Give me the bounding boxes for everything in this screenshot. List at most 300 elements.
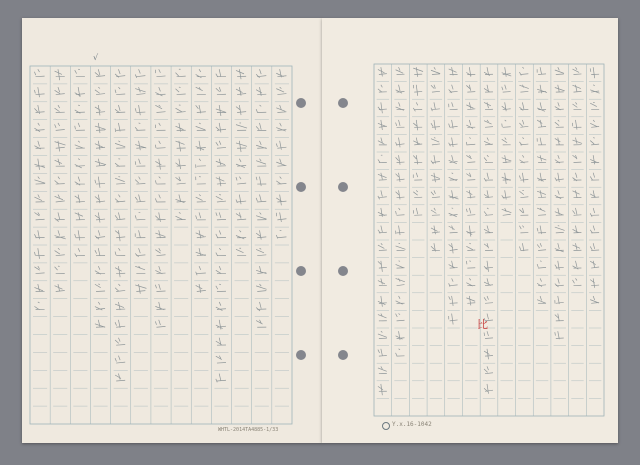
handwritten-character xyxy=(537,278,546,286)
handwritten-character xyxy=(176,159,186,169)
handwritten-character xyxy=(537,120,546,127)
handwritten-character xyxy=(75,195,85,203)
handwritten-character xyxy=(216,338,226,345)
handwritten-character xyxy=(176,69,186,76)
handwritten-character xyxy=(466,85,475,92)
handwritten-character xyxy=(95,320,105,327)
handwritten-character xyxy=(75,177,85,186)
handwritten-character xyxy=(413,173,422,180)
handwritten-character xyxy=(115,356,125,363)
handwritten-character xyxy=(396,208,405,215)
handwritten-character xyxy=(256,69,266,77)
handwritten-character xyxy=(555,296,564,304)
handwritten-character xyxy=(590,102,599,109)
handwritten-character xyxy=(55,141,66,152)
handwritten-character xyxy=(466,120,475,129)
handwritten-character xyxy=(276,195,286,206)
handwritten-character xyxy=(502,120,511,127)
handwritten-character xyxy=(413,138,422,145)
handwritten-character xyxy=(519,67,528,75)
handwritten-character xyxy=(176,105,186,112)
handwritten-character xyxy=(75,212,85,219)
handwritten-character xyxy=(135,230,145,237)
handwritten-character xyxy=(378,243,387,250)
handwritten-character xyxy=(216,87,226,94)
handwritten-character xyxy=(95,123,106,133)
handwritten-character xyxy=(34,212,44,219)
handwritten-character xyxy=(34,123,44,132)
handwritten-character xyxy=(573,261,582,269)
handwritten-character xyxy=(396,261,405,268)
handwritten-character xyxy=(502,190,511,199)
handwritten-character xyxy=(466,278,475,286)
handwritten-character xyxy=(378,138,387,145)
handwritten-character xyxy=(573,173,582,181)
handwritten-character xyxy=(573,278,582,285)
handwritten-character xyxy=(115,177,125,184)
handwritten-character xyxy=(537,102,546,111)
handwritten-character xyxy=(155,159,165,170)
handwritten-character xyxy=(573,102,582,109)
handwritten-character xyxy=(431,67,440,74)
handwritten-character xyxy=(55,87,65,94)
handwritten-character xyxy=(484,155,493,162)
handwritten-character xyxy=(449,138,458,147)
handwritten-character xyxy=(135,212,145,219)
handwritten-character xyxy=(590,85,599,93)
handwritten-character xyxy=(431,173,440,182)
handwritten-character xyxy=(135,248,145,257)
handwritten-character xyxy=(256,320,266,327)
handwritten-character xyxy=(155,123,165,130)
handwritten-character xyxy=(34,284,44,291)
handwritten-character xyxy=(236,195,246,205)
handwritten-character xyxy=(55,177,65,184)
handwritten-character xyxy=(256,195,266,202)
handwritten-character xyxy=(155,195,165,202)
handwritten-character xyxy=(95,87,105,94)
handwritten-character xyxy=(555,226,565,233)
handwritten-character xyxy=(484,190,493,197)
handwritten-character xyxy=(449,261,458,268)
handwritten-character xyxy=(590,138,599,145)
handwritten-character xyxy=(256,230,266,239)
handwritten-character xyxy=(449,102,458,109)
handwritten-character xyxy=(256,248,266,255)
handwritten-character xyxy=(466,155,475,162)
handwritten-character xyxy=(519,208,528,215)
handwritten-character xyxy=(236,105,246,115)
handwritten-character xyxy=(466,243,475,250)
handwritten-character xyxy=(555,331,564,339)
handwritten-character xyxy=(276,141,286,150)
handwritten-character xyxy=(537,138,546,145)
handwritten-character xyxy=(449,155,458,163)
handwritten-character xyxy=(115,69,125,77)
handwritten-character xyxy=(75,230,85,240)
handwritten-character xyxy=(176,212,186,219)
handwritten-character xyxy=(216,212,226,219)
handwritten-character xyxy=(449,190,459,199)
handwritten-character xyxy=(256,159,266,166)
handwritten-character xyxy=(573,190,582,197)
handwritten-character xyxy=(135,87,145,94)
handwritten-character xyxy=(573,120,582,130)
handwritten-character xyxy=(34,105,44,114)
handwritten-character xyxy=(276,177,286,185)
handwritten-character xyxy=(449,243,458,253)
handwritten-character xyxy=(155,266,165,274)
handwritten-character xyxy=(155,141,165,148)
handwritten-character xyxy=(413,208,422,215)
handwritten-character xyxy=(115,212,125,219)
handwritten-character xyxy=(196,141,206,151)
handwritten-character xyxy=(555,208,564,215)
handwritten-character xyxy=(519,155,528,163)
handwritten-character xyxy=(95,159,106,166)
binding-hole xyxy=(338,182,348,192)
handwritten-character xyxy=(378,314,387,321)
handwritten-character xyxy=(135,69,145,78)
handwritten-character xyxy=(95,141,105,150)
handwritten-character xyxy=(555,102,564,110)
handwritten-character xyxy=(431,120,440,130)
handwritten-character xyxy=(378,208,387,217)
handwritten-character xyxy=(484,349,493,360)
handwritten-character xyxy=(196,87,206,94)
handwritten-character xyxy=(216,105,226,116)
handwritten-character xyxy=(196,69,206,78)
handwritten-character xyxy=(236,123,247,130)
handwritten-character xyxy=(537,85,547,94)
handwritten-character xyxy=(484,296,493,303)
footer-mark: Y.x.16-1042 xyxy=(392,421,432,428)
handwritten-character xyxy=(256,87,266,96)
handwritten-character xyxy=(449,85,458,93)
handwritten-character xyxy=(378,349,387,356)
handwritten-character xyxy=(378,67,387,76)
handwritten-character xyxy=(396,243,406,250)
handwritten-character xyxy=(196,177,206,184)
handwritten-character xyxy=(537,261,546,268)
handwritten-character xyxy=(519,226,528,233)
handwritten-character xyxy=(256,105,266,112)
handwritten-character xyxy=(95,248,105,256)
handwritten-character xyxy=(155,248,165,255)
handwritten-character xyxy=(590,190,599,197)
handwritten-character xyxy=(176,177,186,184)
handwritten-character xyxy=(216,374,226,383)
handwritten-character xyxy=(466,190,475,198)
binding-hole xyxy=(338,98,348,108)
handwritten-character xyxy=(413,67,423,77)
handwritten-character xyxy=(378,331,387,338)
handwritten-character xyxy=(55,69,65,80)
handwritten-character xyxy=(573,243,582,250)
handwritten-character xyxy=(34,159,45,170)
handwritten-character xyxy=(236,248,246,255)
handwritten-character xyxy=(216,266,226,274)
handwritten-character xyxy=(216,230,226,237)
handwritten-character xyxy=(95,177,105,188)
handwritten-character xyxy=(537,226,546,235)
handwritten-character xyxy=(590,155,599,164)
handwritten-character xyxy=(196,105,206,113)
red-correction-mark: 比 xyxy=(477,318,488,331)
handwritten-character xyxy=(176,123,186,132)
handwritten-character xyxy=(276,159,286,166)
handwritten-character xyxy=(396,349,405,357)
handwritten-character xyxy=(396,138,405,148)
handwritten-character xyxy=(216,248,226,256)
handwritten-character xyxy=(466,173,475,180)
handwritten-character xyxy=(256,266,266,274)
handwritten-character xyxy=(95,195,105,204)
handwritten-character xyxy=(216,141,226,148)
handwritten-character xyxy=(115,105,125,113)
handwritten-character xyxy=(396,85,405,93)
handwritten-character xyxy=(95,105,105,115)
handwritten-character xyxy=(449,296,458,306)
handwritten-character xyxy=(519,173,528,183)
handwritten-character xyxy=(396,278,405,285)
handwritten-character xyxy=(155,320,165,327)
handwritten-character xyxy=(431,226,440,235)
handwritten-character xyxy=(502,67,512,77)
handwritten-character xyxy=(115,159,125,167)
handwritten-character xyxy=(216,284,226,291)
handwritten-character xyxy=(431,208,440,215)
handwritten-character xyxy=(34,87,44,97)
handwritten-character xyxy=(216,69,226,77)
handwritten-character xyxy=(135,284,146,294)
handwritten-character xyxy=(449,314,458,325)
handwritten-character xyxy=(484,173,493,182)
handwritten-character xyxy=(590,296,599,303)
handwritten-character xyxy=(590,120,599,127)
handwritten-character xyxy=(519,120,528,127)
handwritten-character xyxy=(115,248,125,255)
handwritten-character xyxy=(155,87,165,96)
margin-check-mark: √ xyxy=(93,53,99,62)
handwritten-character xyxy=(196,230,206,238)
handwritten-character xyxy=(115,87,125,94)
handwritten-character xyxy=(466,102,475,109)
handwritten-character xyxy=(34,141,44,149)
handwritten-character xyxy=(55,195,65,202)
handwritten-character xyxy=(378,278,387,285)
handwritten-character xyxy=(378,155,387,163)
handwritten-character xyxy=(135,159,145,166)
handwritten-character xyxy=(378,120,387,130)
handwritten-character xyxy=(502,173,511,184)
handwritten-character xyxy=(135,177,145,184)
handwritten-character xyxy=(449,226,458,233)
handwritten-character xyxy=(466,138,475,146)
handwritten-character xyxy=(590,208,599,217)
handwritten-character xyxy=(413,85,422,96)
handwritten-character xyxy=(573,208,582,215)
handwritten-character xyxy=(378,102,387,113)
handwritten-character xyxy=(396,314,405,321)
handwritten-character xyxy=(276,212,286,222)
handwritten-character xyxy=(555,261,564,270)
handwritten-character xyxy=(75,105,85,113)
handwritten-character xyxy=(413,155,422,164)
handwritten-character xyxy=(216,177,226,187)
handwritten-character xyxy=(555,120,564,127)
handwritten-character xyxy=(484,243,493,250)
handwritten-character xyxy=(449,120,458,129)
handwritten-character xyxy=(590,226,599,234)
handwritten-character xyxy=(115,195,125,203)
handwritten-character xyxy=(34,302,44,310)
handwritten-character xyxy=(378,190,387,199)
right-manuscript-grid xyxy=(322,18,618,443)
handwritten-character xyxy=(216,123,226,132)
handwritten-character xyxy=(396,331,405,340)
handwritten-character xyxy=(573,85,582,92)
handwritten-character xyxy=(236,159,246,168)
handwritten-character xyxy=(396,67,405,74)
handwritten-character xyxy=(573,226,582,234)
handwritten-character xyxy=(55,105,65,112)
handwritten-character xyxy=(216,356,226,363)
handwritten-character xyxy=(413,102,422,111)
handwritten-character xyxy=(396,296,405,304)
handwritten-character xyxy=(256,284,266,291)
handwritten-character xyxy=(155,105,165,112)
handwritten-character xyxy=(573,138,583,145)
handwritten-character xyxy=(555,138,564,145)
handwritten-character xyxy=(135,141,146,150)
handwritten-character xyxy=(196,212,206,219)
handwritten-character xyxy=(256,123,266,130)
handwritten-character xyxy=(413,120,422,130)
handwritten-character xyxy=(55,123,65,130)
handwritten-character xyxy=(176,87,186,94)
handwritten-character xyxy=(34,195,44,202)
handwritten-character xyxy=(256,302,266,311)
handwritten-character xyxy=(537,67,546,74)
handwritten-character xyxy=(115,123,125,132)
handwritten-character xyxy=(484,120,493,127)
handwritten-character xyxy=(55,212,65,221)
handwritten-character xyxy=(276,87,286,94)
handwritten-character xyxy=(378,173,387,180)
handwritten-character xyxy=(196,159,206,168)
handwritten-character xyxy=(216,195,226,202)
handwritten-character xyxy=(590,261,599,268)
handwritten-character xyxy=(555,278,564,287)
handwritten-character xyxy=(135,123,145,131)
handwritten-character xyxy=(155,177,165,184)
handwritten-character xyxy=(135,195,145,202)
handwritten-character xyxy=(519,243,528,251)
handwritten-character xyxy=(573,67,582,74)
handwritten-character xyxy=(236,141,247,152)
handwritten-character xyxy=(276,123,286,131)
handwritten-character xyxy=(276,105,286,112)
binding-hole xyxy=(338,350,348,360)
binding-hole xyxy=(338,266,348,276)
handwritten-character xyxy=(519,85,528,92)
handwritten-character xyxy=(555,173,564,182)
handwritten-character xyxy=(95,212,105,222)
handwritten-character xyxy=(378,296,387,307)
handwritten-character xyxy=(466,226,475,237)
handwritten-character xyxy=(449,208,458,217)
binding-hole xyxy=(296,182,306,192)
handwritten-character xyxy=(135,266,145,273)
handwritten-character xyxy=(236,177,246,184)
handwritten-character xyxy=(276,230,286,238)
handwritten-character xyxy=(236,212,246,219)
handwritten-character xyxy=(413,190,422,197)
handwritten-character xyxy=(34,230,44,239)
handwritten-character xyxy=(484,226,493,233)
handwritten-character xyxy=(396,173,405,182)
handwritten-character xyxy=(378,226,387,234)
handwritten-character xyxy=(466,208,475,215)
handwritten-character xyxy=(431,138,440,145)
handwritten-character xyxy=(75,159,85,168)
handwritten-character xyxy=(95,302,105,310)
handwritten-character xyxy=(176,141,186,152)
handwritten-character xyxy=(236,87,246,96)
binding-hole xyxy=(296,98,306,108)
handwritten-character xyxy=(537,155,546,162)
handwritten-character xyxy=(276,69,286,77)
handwritten-character xyxy=(75,123,85,130)
handwritten-character xyxy=(95,230,105,239)
handwritten-character xyxy=(115,320,125,328)
handwritten-character xyxy=(115,284,125,291)
handwritten-character xyxy=(537,208,546,215)
handwritten-character xyxy=(75,69,85,76)
handwritten-character xyxy=(502,102,511,111)
handwritten-character xyxy=(555,155,564,163)
handwritten-character xyxy=(537,190,546,197)
circle-icon xyxy=(382,422,390,430)
handwritten-character xyxy=(590,173,599,180)
handwritten-character xyxy=(155,302,165,310)
handwritten-character xyxy=(95,69,105,76)
handwritten-character xyxy=(590,67,599,78)
handwritten-character xyxy=(484,208,493,215)
handwritten-character xyxy=(555,314,564,322)
handwritten-character xyxy=(484,102,493,109)
handwritten-character xyxy=(555,243,564,252)
handwritten-character xyxy=(466,67,475,77)
handwritten-character xyxy=(115,141,125,148)
handwritten-character xyxy=(484,85,493,92)
handwritten-character xyxy=(55,230,66,239)
handwritten-character xyxy=(196,123,206,130)
handwritten-character xyxy=(55,266,65,273)
handwritten-character xyxy=(378,261,387,272)
handwritten-character xyxy=(135,105,145,115)
handwritten-character xyxy=(431,190,440,197)
handwritten-character xyxy=(216,159,226,166)
binding-hole xyxy=(296,350,306,360)
handwritten-character xyxy=(431,102,440,111)
binding-hole xyxy=(296,266,306,276)
handwritten-character xyxy=(590,278,599,287)
handwritten-character xyxy=(431,243,440,251)
handwritten-character xyxy=(155,69,165,76)
handwritten-character xyxy=(236,230,246,239)
